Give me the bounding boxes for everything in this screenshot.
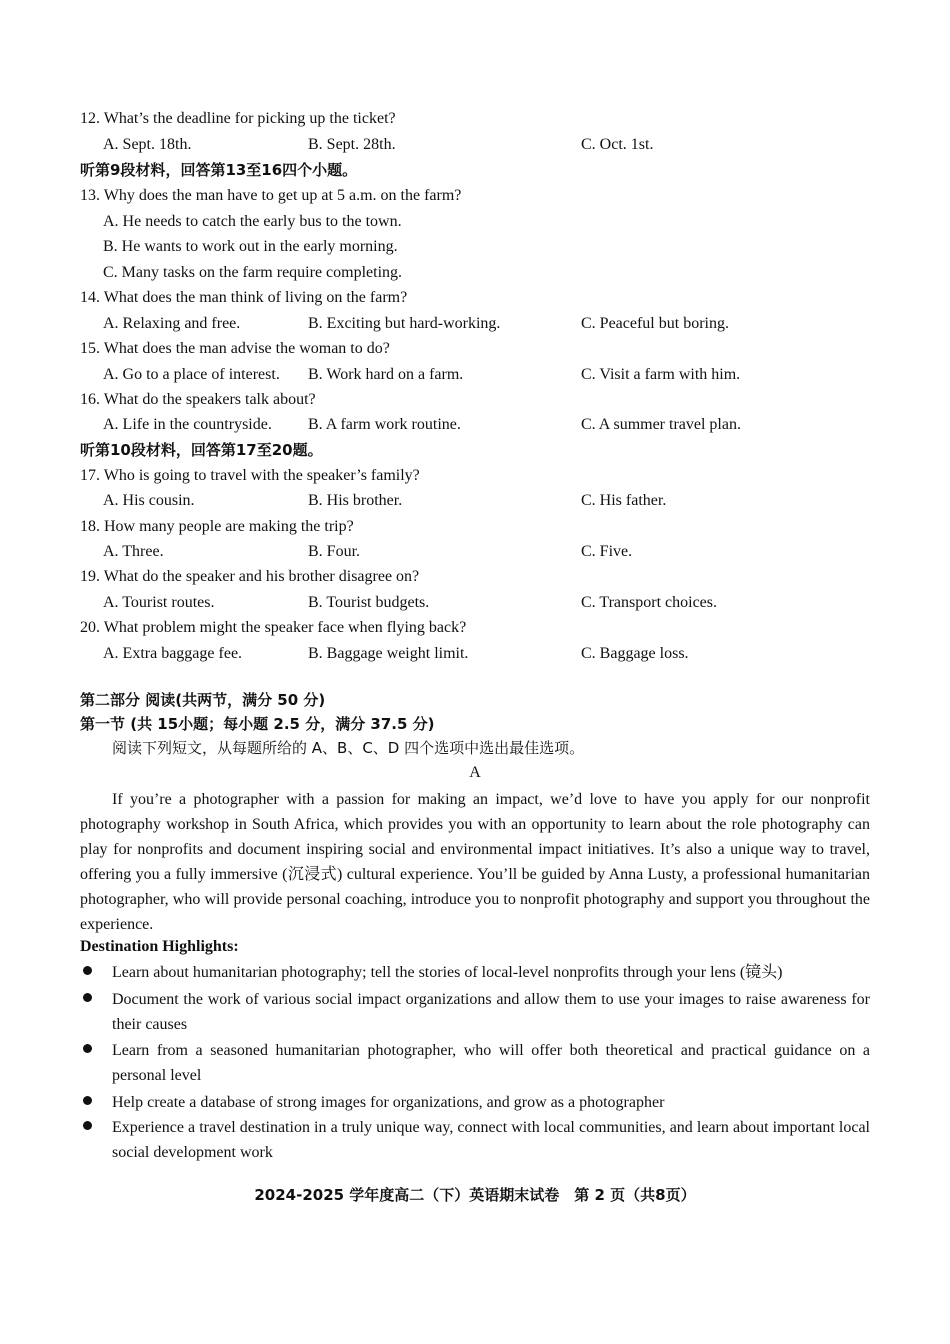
bullet-icon xyxy=(83,1121,92,1130)
question-16-stem: 16. What do the speakers talk about? xyxy=(80,391,316,408)
question-15-stem: 15. What does the man advise the woman to do? xyxy=(80,340,390,357)
question-17-stem: 17. Who is going to travel with the speaker’s family? xyxy=(80,467,420,484)
question-15-option-b: B. Work hard on a farm. xyxy=(308,366,464,383)
bullet-icon xyxy=(83,966,92,975)
question-14-option-a: A. Relaxing and free. xyxy=(103,315,241,332)
bullet-icon xyxy=(83,993,92,1002)
highlight-text: Learn from a seasoned humanitarian photographer, who will offer both theoretical and practical guidance on a personal level xyxy=(112,1042,870,1084)
question-18-option-b: B. Four. xyxy=(308,543,361,560)
highlight-item xyxy=(80,987,870,1037)
question-19-option-b: B. Tourist budgets. xyxy=(308,594,430,611)
reading-instruction: 阅读下列短文，从每题所给的 A、B、C、D 四个选项中选出最佳选项。 xyxy=(112,739,585,757)
question-17-option-a: A. His cousin. xyxy=(103,492,195,509)
question-17-option-b: B. His brother. xyxy=(308,492,403,509)
question-20-option-c: C. Baggage loss. xyxy=(581,645,689,662)
question-20-stem: 20. What problem might the speaker face when flying back? xyxy=(80,619,467,636)
question-19-option-c: C. Transport choices. xyxy=(581,594,717,611)
question-15-option-c: C. Visit a farm with him. xyxy=(581,366,741,383)
section-one-title: 第一节 (共 15小题；每小题 2.5 分，满分 37.5 分) xyxy=(80,715,435,733)
highlight-text: Experience a travel destination in a truly unique way, connect with local communities, and learn about important local social development work xyxy=(112,1119,870,1161)
question-13-option-b: B. He wants to work out in the early morning. xyxy=(103,238,398,255)
question-14-option-c: C. Peaceful but boring. xyxy=(581,315,729,332)
question-18-option-c: C. Five. xyxy=(581,543,633,560)
question-14-stem: 14. What does the man think of living on the farm? xyxy=(80,289,408,306)
question-18-option-a: A. Three. xyxy=(103,543,164,560)
question-18-stem: 18. How many people are making the trip? xyxy=(80,518,354,535)
question-20-option-b: B. Baggage weight limit. xyxy=(308,645,469,662)
highlight-text: Help create a database of strong images for organizations, and grow as a photographer xyxy=(112,1094,665,1111)
section-10-heading: 听第10段材料，回答第17至20题。 xyxy=(80,441,323,459)
highlight-text: Document the work of various social impact organizations and allow them to use your images to raise awareness for their causes xyxy=(112,991,870,1033)
question-14-option-b: B. Exciting but hard-working. xyxy=(308,315,501,332)
highlight-item xyxy=(80,1090,870,1115)
highlights-heading: Destination Highlights: xyxy=(80,938,239,955)
highlight-item xyxy=(80,1115,870,1165)
bullet-icon xyxy=(83,1096,92,1105)
page-footer: 2024-2025 学年度高二（下）英语期末试卷 第 2 页（共8页） xyxy=(254,1186,696,1204)
question-13-option-c: C. Many tasks on the farm require completing. xyxy=(103,264,403,281)
question-12-option-b: B. Sept. 28th. xyxy=(308,136,396,153)
question-19-stem: 19. What do the speaker and his brother disagree on? xyxy=(80,568,420,585)
question-12-stem: 12. What’s the deadline for picking up the ticket? xyxy=(80,110,396,127)
highlight-text: Learn about humanitarian photography; tell the stories of local-level nonprofits through your lens (镜头) xyxy=(112,964,783,981)
question-15-option-a: A. Go to a place of interest. xyxy=(103,366,280,383)
question-17-option-c: C. His father. xyxy=(581,492,667,509)
question-16-option-a: A. Life in the countryside. xyxy=(103,416,272,433)
passage-paragraph: If you’re a photographer with a passion for making an impact, we’d love to have you apply for our nonprofit photography workshop in South Africa, which provides you with an opportunity to learn about the role photography can play for nonprofits and document inspiring social and environmental impact initiatives. It’s also a unique way to travel, offering you a fully immersive (沉浸式) cultural experience. You’ll be guided by Anna Lusty, a professional humanitarian photographer, who will provide personal coaching, introduce you to nonprofit photography and support you throughout the experience. xyxy=(80,791,870,933)
question-13-stem: 13. Why does the man have to get up at 5 a.m. on the farm? xyxy=(80,187,462,204)
highlight-item xyxy=(80,960,870,985)
bullet-icon xyxy=(83,1044,92,1053)
question-12-option-c: C. Oct. 1st. xyxy=(581,136,654,153)
question-13-option-a: A. He needs to catch the early bus to the town. xyxy=(103,213,402,230)
question-12-option-a: A. Sept. 18th. xyxy=(103,136,192,153)
question-16-option-c: C. A summer travel plan. xyxy=(581,416,741,433)
question-16-option-b: B. A farm work routine. xyxy=(308,416,461,433)
question-20-option-a: A. Extra baggage fee. xyxy=(103,645,243,662)
section-9-heading: 听第9段材料，回答第13至16四个小题。 xyxy=(80,161,358,179)
question-19-option-a: A. Tourist routes. xyxy=(103,594,215,611)
highlight-item xyxy=(80,1038,870,1088)
part-two-title: 第二部分 阅读(共两节，满分 50 分) xyxy=(80,691,326,709)
passage-label: A xyxy=(469,764,481,781)
